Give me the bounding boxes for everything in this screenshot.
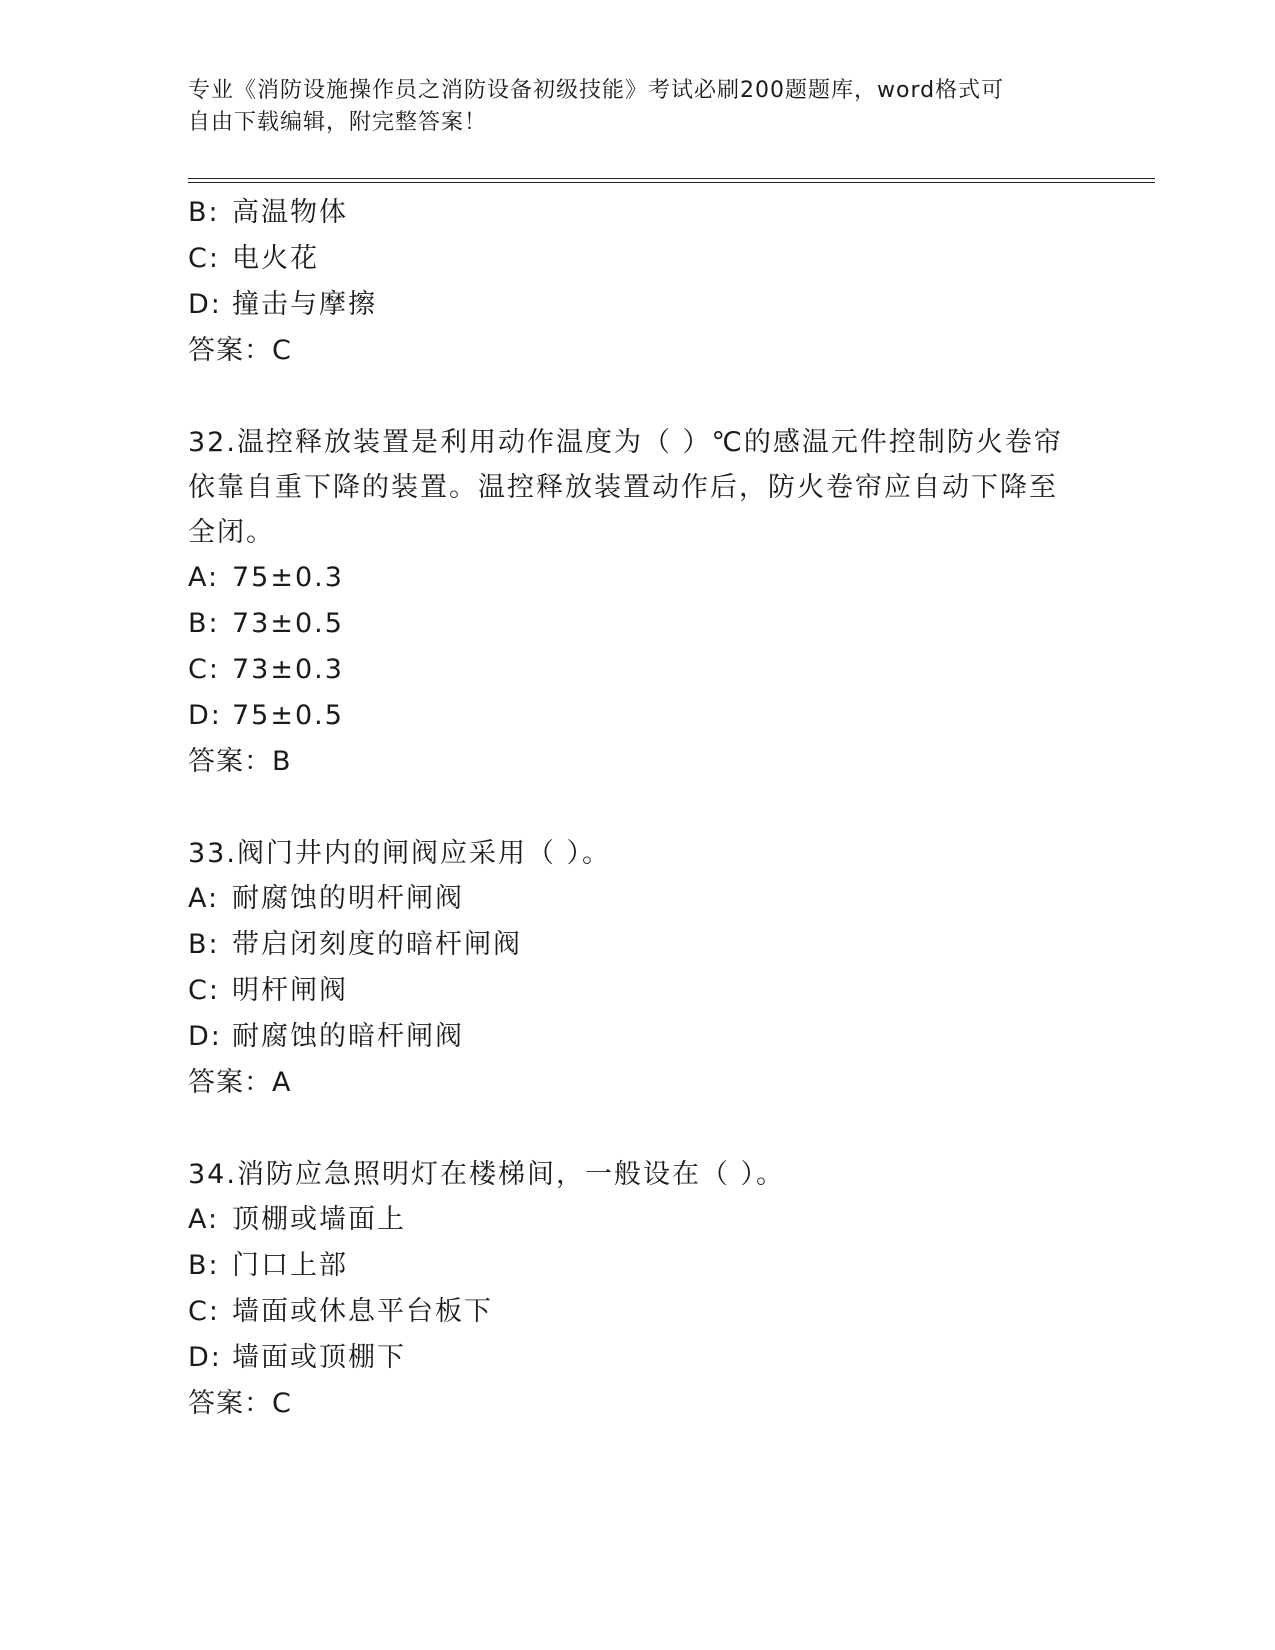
option-a (188, 1197, 1088, 1243)
option-c (188, 236, 1088, 282)
option-letter: D: (188, 1021, 222, 1052)
header-line-1: 专业《消防设施操作员之消防设备初级技能》考试必刷200题题库，word格式可 (188, 78, 1005, 103)
option-letter: D: (188, 700, 222, 731)
option-text: 高温物体 (232, 197, 348, 228)
option-letter: C: (188, 654, 220, 685)
header-line-2: 自由下载编辑，附完整答案！ (188, 110, 488, 135)
question-stem (188, 420, 1088, 555)
option-text: 带启闭刻度的暗杆闸阀 (232, 929, 522, 960)
option-c (188, 647, 1088, 693)
option-d (188, 1014, 1088, 1060)
option-b (188, 190, 1088, 236)
option-text: 耐腐蚀的暗杆闸阀 (232, 1021, 464, 1052)
spacer (188, 785, 1088, 831)
question-list (188, 190, 1088, 1427)
option-text: 撞击与摩擦 (232, 289, 377, 320)
option-a (188, 555, 1088, 601)
document-header (188, 75, 1088, 139)
option-text: 电火花 (232, 243, 319, 274)
option-d (188, 1335, 1088, 1381)
question-33 (188, 831, 1088, 1106)
question-31-continued (188, 190, 1088, 374)
header-divider-top (188, 178, 1155, 179)
answer-line: 答案：C (188, 1388, 292, 1419)
option-d (188, 693, 1088, 739)
stem-line: 依靠自重下降的装置。温控释放装置动作后，防火卷帘应自动下降至 (188, 472, 1058, 503)
answer-line: 答案：B (188, 746, 292, 777)
header-divider-bottom (188, 182, 1155, 183)
option-letter: A: (188, 883, 220, 914)
question-stem (188, 1152, 1088, 1197)
option-letter: C: (188, 975, 220, 1006)
option-letter: D: (188, 1342, 222, 1373)
option-text: 73±0.5 (232, 608, 344, 639)
option-b (188, 1243, 1088, 1289)
stem-line: 32.温控释放装置是利用动作温度为（ ）℃的感温元件控制防火卷帘 (188, 427, 1063, 458)
option-b (188, 922, 1088, 968)
option-letter: A: (188, 562, 220, 593)
stem-line: 34.消防应急照明灯在楼梯间，一般设在（ ）。 (188, 1159, 786, 1190)
question-32 (188, 420, 1088, 785)
option-letter: C: (188, 1296, 220, 1327)
option-letter: C: (188, 243, 220, 274)
option-c (188, 1289, 1088, 1335)
option-text: 73±0.3 (232, 654, 344, 685)
question-stem (188, 831, 1088, 876)
option-d (188, 282, 1088, 328)
answer-line: 答案：C (188, 335, 292, 366)
option-b (188, 601, 1088, 647)
option-text: 门口上部 (232, 1250, 348, 1281)
option-c (188, 968, 1088, 1014)
option-text: 75±0.3 (232, 562, 344, 593)
option-letter: B: (188, 1250, 220, 1281)
option-text: 75±0.5 (232, 700, 344, 731)
option-text: 耐腐蚀的明杆闸阀 (232, 883, 464, 914)
spacer (188, 1106, 1088, 1152)
option-text: 顶棚或墙面上 (232, 1204, 406, 1235)
answer-line: 答案：A (188, 1067, 292, 1098)
option-letter: B: (188, 929, 220, 960)
option-letter: A: (188, 1204, 220, 1235)
question-34 (188, 1152, 1088, 1427)
stem-line: 33.阀门井内的闸阀应采用（ ）。 (188, 838, 612, 869)
option-letter: B: (188, 197, 220, 228)
option-text: 墙面或顶棚下 (232, 1342, 406, 1373)
option-letter: D: (188, 289, 222, 320)
spacer (188, 374, 1088, 420)
option-a (188, 876, 1088, 922)
stem-line: 全闭。 (188, 517, 275, 548)
option-text: 墙面或休息平台板下 (232, 1296, 493, 1327)
option-text: 明杆闸阀 (232, 975, 348, 1006)
option-letter: B: (188, 608, 220, 639)
